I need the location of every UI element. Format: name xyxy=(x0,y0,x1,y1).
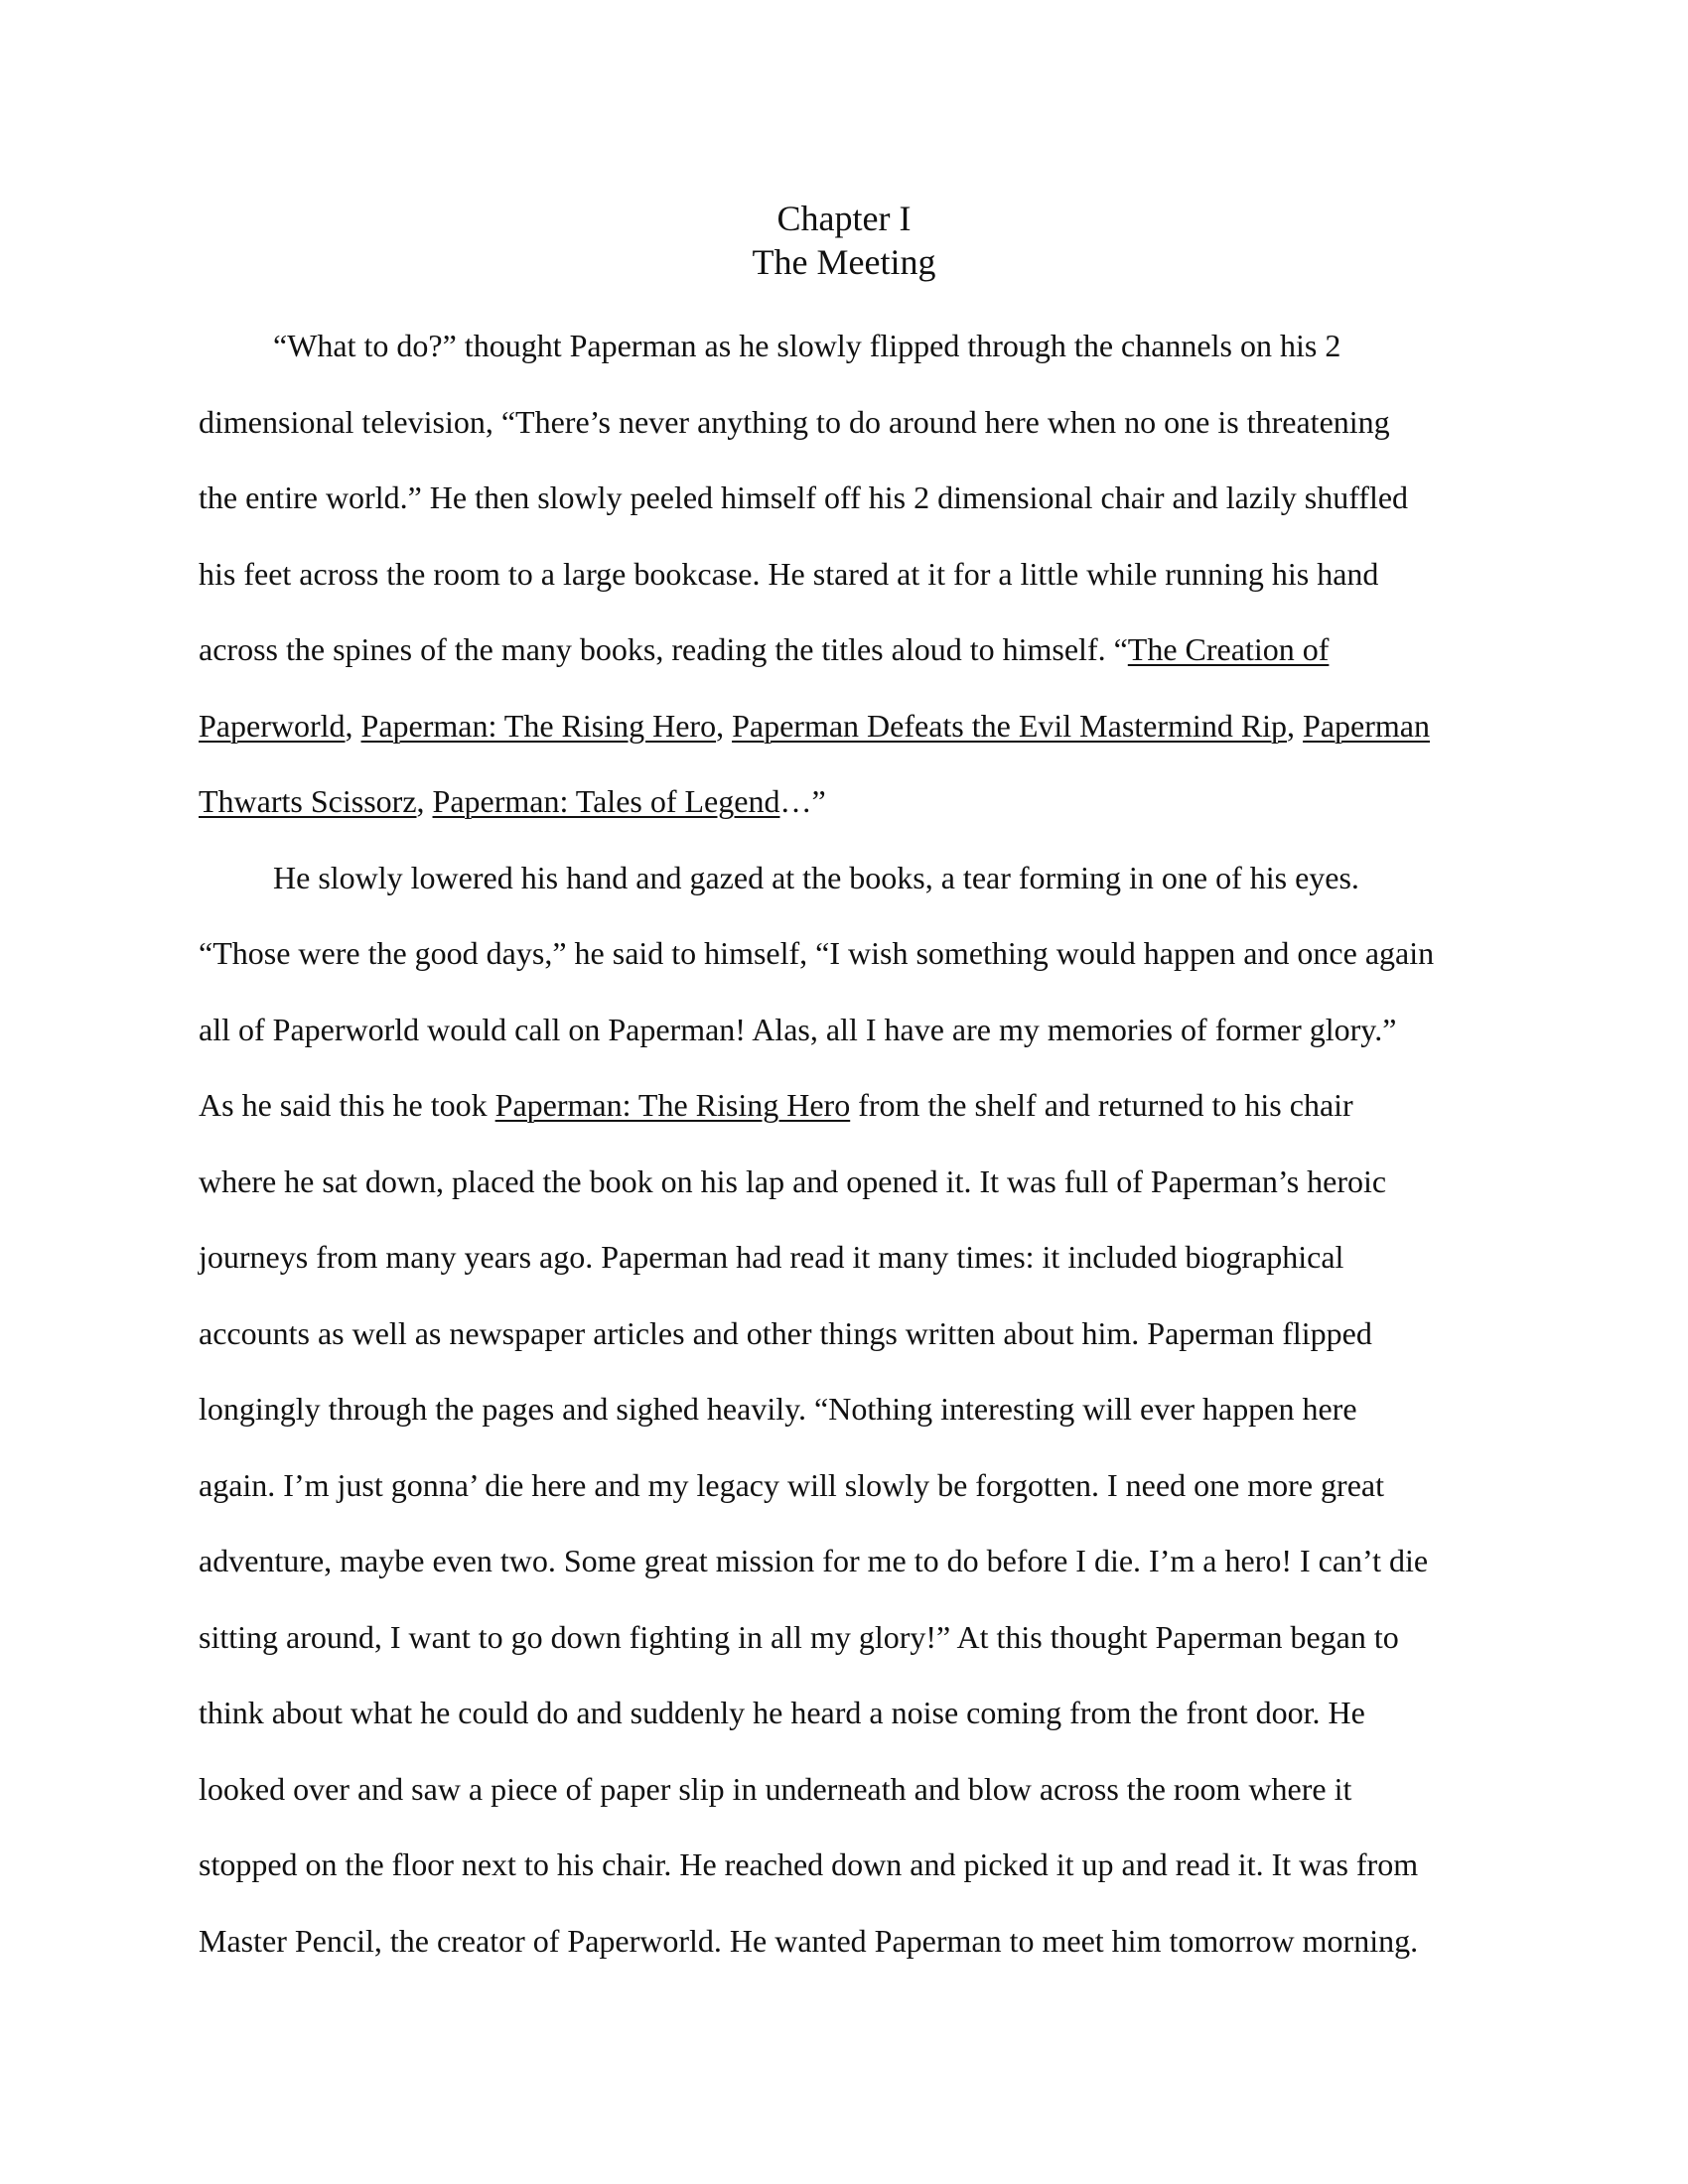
text-line xyxy=(199,1389,1357,1429)
text-line xyxy=(199,1161,1386,1201)
text-run: dimensional television, “There’s never anything to do around here when no one is threatening xyxy=(199,403,1390,440)
book-title: Paperman: The Rising Hero xyxy=(360,707,717,744)
text-line xyxy=(199,402,1390,442)
text-line xyxy=(199,1085,1353,1125)
text-run: “What to do?” thought Paperman as he slowly flipped through the channels on his 2 xyxy=(273,328,1341,363)
chapter-number: Chapter I xyxy=(776,199,912,238)
text-run: sitting around, I want to go down fighting in all my glory!” At this thought Paperman began to xyxy=(199,1618,1399,1655)
text-run: Master Pencil, the creator of Paperworld. He wanted Paperman to meet him tomorrow morning. xyxy=(199,1922,1419,1959)
text-run: adventure, maybe even two. Some great mission for me to do before I die. I’m a hero! I can’t die xyxy=(199,1543,1429,1578)
text-line xyxy=(199,781,826,821)
text-run: the entire world.” He then slowly peeled himself off his 2 dimensional chair and lazily shuffled xyxy=(199,479,1409,515)
text-run: “Those were the good days,” he said to himself, “I wish something would happen and once again xyxy=(199,935,1435,971)
text-run: think about what he could do and suddenly he heard a noise coming from the front door. He xyxy=(199,1695,1365,1730)
text-line xyxy=(199,1237,1343,1277)
book-title: Paperworld xyxy=(199,707,346,744)
text-run: again. I’m just gonna’ die here and my legacy will slowly be forgotten. I need one more great xyxy=(199,1466,1384,1503)
text-run: where he sat down, placed the book on his lap and opened it. It was full of Paperman’s heroic xyxy=(199,1162,1387,1199)
text-line xyxy=(199,629,1329,669)
text-run: looked over and saw a piece of paper slip in underneath and blow across the room where it xyxy=(199,1770,1352,1807)
text-line xyxy=(199,1465,1384,1505)
text-run: , xyxy=(716,707,733,744)
text-run: longingly through the pages and sighed heavily. “Nothing interesting will ever happen here xyxy=(199,1391,1357,1427)
text-run: , xyxy=(1287,707,1304,744)
text-run: journeys from many years ago. Paperman had read it many times: it included biographical xyxy=(199,1239,1344,1275)
text-line xyxy=(199,1541,1428,1580)
text-line xyxy=(199,933,1434,973)
text-run: As he said this he took xyxy=(199,1087,495,1123)
text-line xyxy=(199,1693,1365,1732)
book-title: The Creation of xyxy=(1127,631,1330,667)
book-title: Paperman Defeats the Evil Mastermind Rip xyxy=(732,707,1288,744)
text-run: He slowly lowered his hand and gazed at the books, a tear forming in one of his eyes. xyxy=(273,859,1359,895)
chapter-heading xyxy=(0,197,1688,284)
text-line xyxy=(199,1617,1399,1657)
text-run: his feet across the room to a large bookcase. He stared at it for a little while running his hand xyxy=(199,555,1379,592)
text-line xyxy=(273,858,1359,897)
text-run: all of Paperworld would call on Paperman! Alas, all I have are my memories of former glory.” xyxy=(199,1011,1397,1047)
book-title: Paperman: Tales of Legend xyxy=(432,783,780,819)
text-run: , xyxy=(345,707,361,744)
book-title: Thwarts Scissorz xyxy=(199,783,417,819)
text-line xyxy=(199,1010,1396,1049)
text-run: accounts as well as newspaper articles and other things written about him. Paperman flipped xyxy=(199,1314,1372,1351)
text-run: …” xyxy=(779,783,826,819)
text-run: , xyxy=(416,783,433,819)
text-line xyxy=(199,1844,1418,1884)
text-line xyxy=(199,1313,1372,1353)
book-title: Paperman: The Rising Hero xyxy=(494,1087,851,1123)
text-run: from the shelf and returned to his chair xyxy=(850,1087,1353,1123)
text-line xyxy=(273,326,1340,365)
book-title: Paperman xyxy=(1303,707,1430,744)
text-line xyxy=(199,706,1430,746)
text-line xyxy=(199,1921,1418,1961)
text-run: stopped on the floor next to his chair. He reached down and picked it up and read it. It was from xyxy=(199,1846,1419,1882)
text-line xyxy=(199,1769,1351,1809)
text-line xyxy=(199,554,1378,594)
text-run: across the spines of the many books, reading the titles aloud to himself. “ xyxy=(199,631,1128,667)
chapter-title: The Meeting xyxy=(752,242,936,282)
text-line xyxy=(199,478,1408,517)
